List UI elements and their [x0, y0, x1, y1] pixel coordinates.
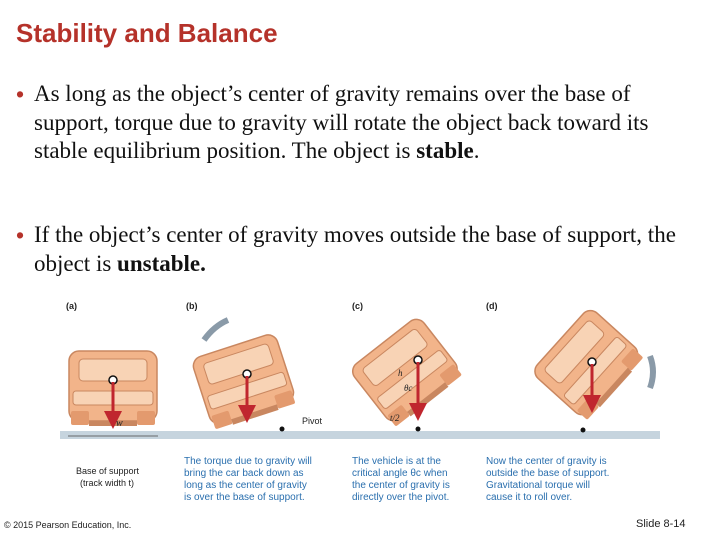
caption-d-line-2: outside the base of support. — [486, 468, 610, 479]
copyright-text: © 2015 Pearson Education, Inc. — [4, 520, 132, 530]
bullet-text: If the object’s center of gravity moves outside the base of support, the object is — [34, 222, 676, 276]
caption-c-line-3: the center of gravity is — [352, 480, 450, 491]
theta-label: θc — [404, 383, 413, 393]
caption-d-line-4: cause it to roll over. — [486, 492, 573, 503]
rotation-arrow-b — [204, 320, 228, 340]
caption-b — [184, 456, 312, 503]
base-label-1: Base of support — [76, 466, 140, 476]
bullet-bold: unstable. — [117, 250, 206, 276]
bullet-stable — [16, 80, 706, 166]
t2-label: t/2 — [390, 413, 400, 423]
bullet-marker: • — [16, 222, 25, 248]
panel-label-c: (c) — [352, 301, 363, 311]
caption-c-line-1: The vehicle is at the — [352, 456, 441, 467]
slide-number: Slide 8-14 — [636, 518, 686, 530]
pivot-point-d — [581, 428, 586, 433]
caption-d-line-1: Now the center of gravity is — [486, 456, 607, 467]
slide-title: Stability and Balance — [16, 18, 278, 48]
panel-label-d: (d) — [486, 301, 498, 311]
base-label-2: (track width t) — [80, 478, 135, 488]
stability-figure — [0, 296, 720, 516]
caption-c-line-2: critical angle θc when — [352, 468, 448, 479]
pivot-point-c — [416, 427, 421, 432]
rotation-arrow-d — [650, 356, 653, 388]
panel-label-b: (b) — [186, 301, 198, 311]
caption-c-line-4: directly over the pivot. — [352, 492, 450, 503]
bullet-unstable — [16, 221, 706, 278]
vector-label-w: w — [116, 418, 123, 429]
car-c — [349, 315, 465, 428]
caption-c — [352, 456, 450, 503]
caption-b-line-3: long as the center of gravity — [184, 480, 307, 491]
caption-b-line-4: is over the base of support. — [184, 492, 305, 503]
h-label: h — [398, 368, 403, 378]
caption-d — [486, 456, 609, 503]
panel-label-a: (a) — [66, 301, 77, 311]
ground-line — [60, 431, 660, 439]
bullet-bold: stable — [416, 138, 474, 163]
caption-d-line-3: Gravitational torque will — [486, 480, 590, 491]
caption-b-line-2: bring the car back down as — [184, 468, 304, 479]
car-b — [191, 332, 298, 431]
caption-b-line-1: The torque due to gravity will — [184, 456, 312, 467]
bullet-marker: • — [16, 81, 25, 107]
bullet-end: . — [473, 138, 480, 163]
pivot-point-b — [280, 427, 285, 432]
pivot-label: Pivot — [302, 416, 323, 426]
bullet-text: As long as the object’s center of gravity remains over the base of support, torque due to gravity will rotate the object back toward its stable equilibrium position. The object is — [34, 81, 649, 163]
